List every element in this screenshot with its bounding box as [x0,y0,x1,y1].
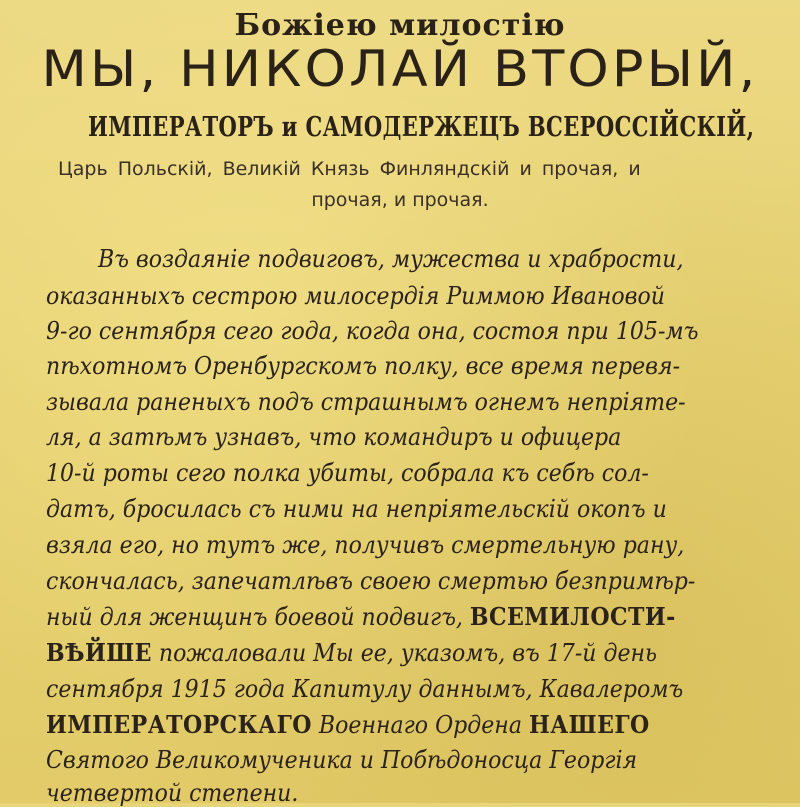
body-line-10: скончалась, запечатлѣвъ своею смертью безпримѣр- [46,566,696,595]
body-line-14 [46,710,650,739]
body-line-14-text: Военнаго Ордена [318,710,522,739]
body-line-16: четвертой степени. [46,778,299,807]
body-line-5: зывала раненыхъ подъ страшнымъ огнемъ непріяте- [46,387,686,416]
body-line-12-emphasis: ВѢЙШЕ [46,638,152,667]
subtitle-line-2: прочая, и прочая. [311,189,489,211]
body-line-3: 9-го сентября сего года, когда она, состоя при 105-мъ [46,316,699,345]
body-line-7: 10-й роты сего полка убиты, собрала къ себѣ сол- [46,458,649,487]
body-line-13: сентября 1915 года Капитулу даннымъ, Кавалеромъ [46,674,684,703]
heading-grace: Божіею милостію [234,8,566,43]
body-line-2: оказанныхъ сестрою милосердія Риммою Ивановой [46,281,665,310]
body-line-9: взяла его, но тутъ же, получивъ смертельную рану, [46,530,685,559]
subtitle-line-1: Царь Польскій, Великій Князь Финляндскій и прочая, и [58,158,641,180]
body-line-8: датъ, бросилась съ ними на непріятельскій окопъ и [46,494,667,523]
heading-title: ИМПЕРАТОРЪ и САМОДЕРЖЕЦЪ ВСЕРОССІЙСКІЙ, [88,112,755,143]
heading-name: МЫ, НИКОЛАЙ ВТОРЫЙ, [41,40,759,98]
body-line-14-emphasis-1: ИМПЕРАТОРСКАГО [46,710,312,739]
body-line-11 [46,602,676,631]
body-line-4: пѣхотномъ Оренбургскомъ полку, все время перевя- [46,351,681,380]
body-line-14-emphasis-2: НАШЕГО [528,710,650,739]
body-line-15: Святого Великомученика и Побѣдоносца Георгія [46,745,638,774]
body-line-11-text: ный для женщинъ боевой подвигъ, [46,602,463,631]
body-line-11-emphasis: ВСЕМИЛОСТИ- [469,602,676,631]
body-line-1: Въ воздаяніе подвиговъ, мужества и храбрости, [98,244,684,273]
body-line-12 [46,638,657,667]
body-line-6: ля, а затѣмъ узнавъ, что командиръ и офицера [46,422,622,451]
body-line-12-text: пожаловали Мы ее, указомъ, въ 17-й день [158,638,658,667]
